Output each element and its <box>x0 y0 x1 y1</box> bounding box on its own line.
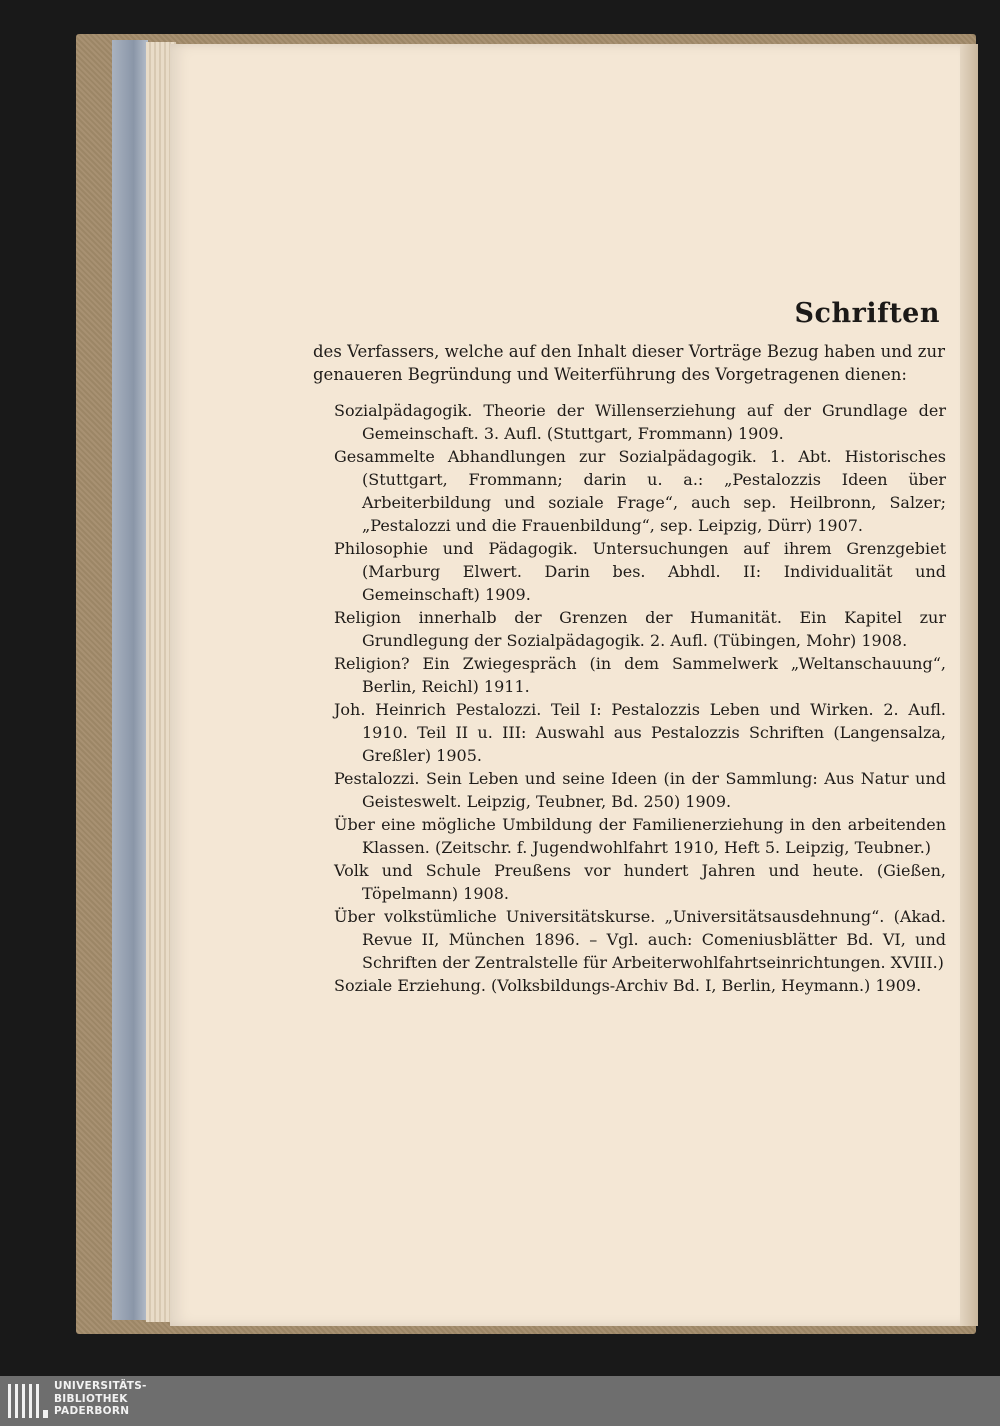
bibliography-entry: Gesammelte Abhandlungen zur Sozialpädagogik. 1. Abt. Historisches (Stuttgart, Frommann; darin u. a.: „Pestalozzis Ideen über Arbeiterbildung und soziale Frage“, auch sep. Heilbronn, Salzer; „Pestalozzi und die Frauenbildung“, sep. Leipzig, Dürr) 1907. <box>334 447 946 535</box>
logo-line: BIBLIOTHEK <box>54 1392 128 1405</box>
logo-line: UNIVERSITÄTS- <box>54 1380 147 1392</box>
library-logo-icon <box>6 1380 50 1422</box>
bibliography-entry: Philosophie und Pädagogik. Untersuchungen auf ihrem Grenzgebiet (Marburg Elwert. Darin bes. Abhdl. II: Individualität und Gemeinschaft) 1909. <box>334 539 946 604</box>
bibliography-entry: Volk und Schule Preußens vor hundert Jahren und heute. (Gießen, Töpelmann) 1908. <box>334 861 946 903</box>
bibliography-entry: Sozialpädagogik. Theorie der Willenserziehung auf der Grundlage der Gemeinschaft. 3. Aufl. (Stuttgart, Frommann) 1909. <box>334 401 946 443</box>
bibliography-entry: Joh. Heinrich Pestalozzi. Teil I: Pestalozzis Leben und Wirken. 2. Aufl. 1910. Teil II u. III: Auswahl aus Pestalozzis Schriften (Langensalza, Greßler) 1905. <box>334 700 946 765</box>
bibliography-entry: Über volkstümliche Universitätskurse. „Universitätsausdehnung“. (Akad. Revue II, München 1896. – Vgl. auch: Comeniusblätter Bd. VI, und Schriften der Zentralstelle für Arbeiterwohlfahrtseinrichtungen. XVIII.) <box>334 907 946 972</box>
bibliography-list <box>334 399 946 997</box>
page-curl <box>960 44 978 1326</box>
library-logo-text <box>54 1380 194 1418</box>
logo-line: PADERBORN <box>54 1405 130 1417</box>
bibliography-entry: Soziale Erziehung. (Volksbildungs-Archiv Bd. I, Berlin, Heymann.) 1909. <box>334 976 922 995</box>
bibliography-entry: Religion? Ein Zwiegespräch (in dem Sammelwerk „Weltanschauung“, Berlin, Reichl) 1911. <box>334 654 946 696</box>
bibliography-entry: Religion innerhalb der Grenzen der Humanität. Ein Kapitel zur Grundlegung der Sozialpädagogik. 2. Aufl. (Tübingen, Mohr) 1908. <box>334 608 946 650</box>
bibliography-entry: Über eine mögliche Umbildung der Familienerziehung in den arbeitenden Klassen. (Zeitschr. f. Jugendwohlfahrt 1910, Heft 5. Leipzig, Teubner.) <box>334 815 946 857</box>
intro-paragraph: des Verfassers, welche auf den Inhalt dieser Vorträge Bezug haben und zur genaueren Begründung und Weiterführung des Vorgetragenen dienen: <box>313 342 945 384</box>
bibliography-entry: Pestalozzi. Sein Leben und seine Ideen (in der Sammlung: Aus Natur und Geisteswelt. Leipzig, Teubner, Bd. 250) 1909. <box>334 769 946 811</box>
page-heading: Schriften <box>794 298 940 329</box>
book-spine <box>112 40 148 1320</box>
